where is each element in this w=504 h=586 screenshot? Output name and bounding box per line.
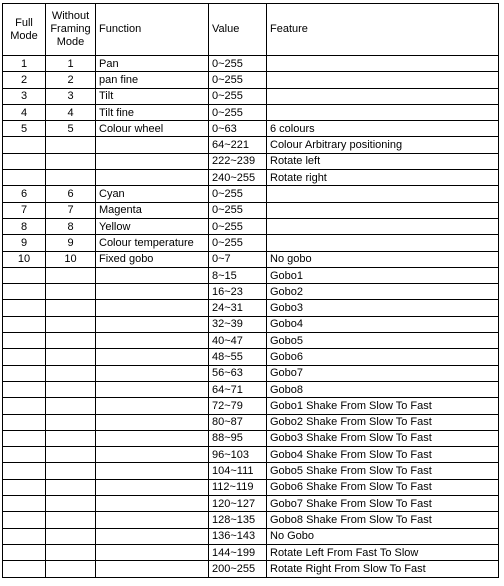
value-cell: 0~255 xyxy=(209,202,267,218)
value-cell: 32~39 xyxy=(209,316,267,332)
value-cell: 200~255 xyxy=(209,561,267,577)
value-cell: 0~63 xyxy=(209,121,267,137)
table-row xyxy=(3,365,499,381)
table-row xyxy=(3,316,499,332)
feature-cell: Gobo6 Shake From Slow To Fast xyxy=(267,479,499,495)
full-mode-cell xyxy=(3,153,46,169)
without-framing-cell xyxy=(46,365,96,381)
value-cell: 24~31 xyxy=(209,300,267,316)
full-mode-cell: 9 xyxy=(3,235,46,251)
table-row xyxy=(3,300,499,316)
function-cell: Pan xyxy=(96,56,209,72)
without-framing-cell xyxy=(46,284,96,300)
value-cell: 0~255 xyxy=(209,104,267,120)
full-mode-cell: 5 xyxy=(3,121,46,137)
table-row xyxy=(3,528,499,544)
value-cell: 64~71 xyxy=(209,381,267,397)
full-mode-cell xyxy=(3,381,46,397)
without-framing-cell xyxy=(46,414,96,430)
table-row xyxy=(3,88,499,104)
table-row xyxy=(3,333,499,349)
value-cell: 0~255 xyxy=(209,235,267,251)
function-cell xyxy=(96,300,209,316)
function-cell: Fixed gobo xyxy=(96,251,209,267)
table-row xyxy=(3,544,499,560)
function-cell xyxy=(96,544,209,560)
feature-cell xyxy=(267,88,499,104)
table-row xyxy=(3,72,499,88)
feature-cell: Gobo3 Shake From Slow To Fast xyxy=(267,430,499,446)
full-mode-cell xyxy=(3,447,46,463)
feature-cell: Gobo3 xyxy=(267,300,499,316)
feature-cell: 6 colours xyxy=(267,121,499,137)
full-mode-cell xyxy=(3,528,46,544)
function-cell: Cyan xyxy=(96,186,209,202)
without-framing-cell xyxy=(46,300,96,316)
without-framing-cell xyxy=(46,137,96,153)
feature-cell xyxy=(267,235,499,251)
header-value: Value xyxy=(209,4,267,56)
value-cell: 222~239 xyxy=(209,153,267,169)
function-cell: Yellow xyxy=(96,218,209,234)
feature-cell: Gobo7 xyxy=(267,365,499,381)
without-framing-cell xyxy=(46,479,96,495)
value-cell: 0~255 xyxy=(209,186,267,202)
value-cell: 0~255 xyxy=(209,72,267,88)
function-cell xyxy=(96,267,209,283)
full-mode-cell xyxy=(3,512,46,528)
feature-cell: Gobo1 xyxy=(267,267,499,283)
full-mode-cell: 3 xyxy=(3,88,46,104)
value-cell: 40~47 xyxy=(209,333,267,349)
function-cell xyxy=(96,447,209,463)
full-mode-cell xyxy=(3,284,46,300)
value-cell: 72~79 xyxy=(209,398,267,414)
full-mode-cell xyxy=(3,316,46,332)
without-framing-cell: 8 xyxy=(46,218,96,234)
without-framing-cell: 5 xyxy=(46,121,96,137)
function-cell xyxy=(96,349,209,365)
feature-cell: No Gobo xyxy=(267,528,499,544)
without-framing-cell: 3 xyxy=(46,88,96,104)
function-cell xyxy=(96,430,209,446)
without-framing-cell: 7 xyxy=(46,202,96,218)
full-mode-cell xyxy=(3,137,46,153)
function-cell: Tilt fine xyxy=(96,104,209,120)
table-row xyxy=(3,447,499,463)
without-framing-cell: 6 xyxy=(46,186,96,202)
value-cell: 136~143 xyxy=(209,528,267,544)
feature-cell: Gobo2 xyxy=(267,284,499,300)
header-function: Function xyxy=(96,4,209,56)
header-feature: Feature xyxy=(267,4,499,56)
table-row xyxy=(3,137,499,153)
function-cell: Magenta xyxy=(96,202,209,218)
table-row xyxy=(3,398,499,414)
value-cell: 0~255 xyxy=(209,88,267,104)
full-mode-cell xyxy=(3,267,46,283)
function-cell xyxy=(96,316,209,332)
function-cell xyxy=(96,153,209,169)
value-cell: 0~7 xyxy=(209,251,267,267)
without-framing-cell: 2 xyxy=(46,72,96,88)
value-cell: 64~221 xyxy=(209,137,267,153)
function-cell: pan fine xyxy=(96,72,209,88)
table-row xyxy=(3,170,499,186)
full-mode-cell: 1 xyxy=(3,56,46,72)
feature-cell: Colour Arbitrary positioning xyxy=(267,137,499,153)
feature-cell: Rotate Right From Slow To Fast xyxy=(267,561,499,577)
value-cell: 0~255 xyxy=(209,56,267,72)
without-framing-cell xyxy=(46,528,96,544)
full-mode-cell: 6 xyxy=(3,186,46,202)
full-mode-cell xyxy=(3,544,46,560)
without-framing-cell xyxy=(46,544,96,560)
feature-cell: Gobo5 Shake From Slow To Fast xyxy=(267,463,499,479)
value-cell: 56~63 xyxy=(209,365,267,381)
function-cell: Colour temperature xyxy=(96,235,209,251)
full-mode-cell xyxy=(3,479,46,495)
table-row xyxy=(3,235,499,251)
table-row xyxy=(3,251,499,267)
feature-cell: Rotate right xyxy=(267,170,499,186)
without-framing-cell xyxy=(46,496,96,512)
table-row xyxy=(3,512,499,528)
header-without-framing-mode: Without Framing Mode xyxy=(46,4,96,56)
function-cell xyxy=(96,381,209,397)
value-cell: 88~95 xyxy=(209,430,267,446)
without-framing-cell xyxy=(46,512,96,528)
full-mode-cell xyxy=(3,300,46,316)
feature-cell xyxy=(267,202,499,218)
without-framing-cell xyxy=(46,170,96,186)
feature-cell: Gobo8 xyxy=(267,381,499,397)
table-row xyxy=(3,267,499,283)
table-row xyxy=(3,430,499,446)
function-cell xyxy=(96,528,209,544)
value-cell: 96~103 xyxy=(209,447,267,463)
function-cell xyxy=(96,463,209,479)
table-row xyxy=(3,349,499,365)
value-cell: 120~127 xyxy=(209,496,267,512)
function-cell: Tilt xyxy=(96,88,209,104)
full-mode-cell: 8 xyxy=(3,218,46,234)
function-cell xyxy=(96,333,209,349)
table-row xyxy=(3,381,499,397)
value-cell: 104~111 xyxy=(209,463,267,479)
without-framing-cell xyxy=(46,349,96,365)
full-mode-cell: 7 xyxy=(3,202,46,218)
function-cell xyxy=(96,561,209,577)
value-cell: 0~255 xyxy=(209,218,267,234)
value-cell: 16~23 xyxy=(209,284,267,300)
function-cell xyxy=(96,284,209,300)
table-row xyxy=(3,56,499,72)
value-cell: 240~255 xyxy=(209,170,267,186)
feature-cell: Gobo5 xyxy=(267,333,499,349)
feature-cell: Rotate Left From Fast To Slow xyxy=(267,544,499,560)
feature-cell: Gobo8 Shake From Slow To Fast xyxy=(267,512,499,528)
full-mode-cell xyxy=(3,430,46,446)
feature-cell: Gobo1 Shake From Slow To Fast xyxy=(267,398,499,414)
full-mode-cell xyxy=(3,496,46,512)
feature-cell xyxy=(267,104,499,120)
full-mode-cell: 2 xyxy=(3,72,46,88)
function-cell xyxy=(96,170,209,186)
without-framing-cell: 10 xyxy=(46,251,96,267)
full-mode-cell: 10 xyxy=(3,251,46,267)
feature-cell xyxy=(267,72,499,88)
value-cell: 128~135 xyxy=(209,512,267,528)
table-row xyxy=(3,121,499,137)
table-row xyxy=(3,479,499,495)
full-mode-cell xyxy=(3,349,46,365)
header-full-mode: Full Mode xyxy=(3,4,46,56)
full-mode-cell: 4 xyxy=(3,104,46,120)
table-row xyxy=(3,153,499,169)
feature-cell xyxy=(267,218,499,234)
value-cell: 8~15 xyxy=(209,267,267,283)
feature-cell: Gobo4 xyxy=(267,316,499,332)
without-framing-cell xyxy=(46,316,96,332)
value-cell: 144~199 xyxy=(209,544,267,560)
value-cell: 80~87 xyxy=(209,414,267,430)
full-mode-cell xyxy=(3,561,46,577)
full-mode-cell xyxy=(3,398,46,414)
feature-cell: Gobo2 Shake From Slow To Fast xyxy=(267,414,499,430)
feature-cell: Gobo4 Shake From Slow To Fast xyxy=(267,447,499,463)
feature-cell: No gobo xyxy=(267,251,499,267)
feature-cell: Gobo6 xyxy=(267,349,499,365)
function-cell xyxy=(96,137,209,153)
function-cell xyxy=(96,365,209,381)
without-framing-cell xyxy=(46,398,96,414)
full-mode-cell xyxy=(3,170,46,186)
full-mode-cell xyxy=(3,365,46,381)
table-row xyxy=(3,496,499,512)
table-row xyxy=(3,186,499,202)
without-framing-cell xyxy=(46,430,96,446)
table-row xyxy=(3,561,499,577)
without-framing-cell xyxy=(46,381,96,397)
full-mode-cell xyxy=(3,463,46,479)
table-row xyxy=(3,218,499,234)
dmx-channel-table xyxy=(2,3,499,578)
header-row xyxy=(3,4,499,56)
full-mode-cell xyxy=(3,333,46,349)
without-framing-cell xyxy=(46,153,96,169)
without-framing-cell xyxy=(46,561,96,577)
table-body xyxy=(3,56,499,578)
without-framing-cell xyxy=(46,333,96,349)
function-cell xyxy=(96,512,209,528)
function-cell xyxy=(96,414,209,430)
without-framing-cell xyxy=(46,447,96,463)
function-cell xyxy=(96,496,209,512)
full-mode-cell xyxy=(3,414,46,430)
table-row xyxy=(3,414,499,430)
without-framing-cell xyxy=(46,463,96,479)
without-framing-cell: 1 xyxy=(46,56,96,72)
function-cell xyxy=(96,398,209,414)
feature-cell: Gobo7 Shake From Slow To Fast xyxy=(267,496,499,512)
without-framing-cell: 9 xyxy=(46,235,96,251)
function-cell xyxy=(96,479,209,495)
value-cell: 112~119 xyxy=(209,479,267,495)
function-cell: Colour wheel xyxy=(96,121,209,137)
table-row xyxy=(3,104,499,120)
table-row xyxy=(3,463,499,479)
table-row xyxy=(3,284,499,300)
without-framing-cell: 4 xyxy=(46,104,96,120)
feature-cell xyxy=(267,56,499,72)
feature-cell xyxy=(267,186,499,202)
without-framing-cell xyxy=(46,267,96,283)
feature-cell: Rotate left xyxy=(267,153,499,169)
value-cell: 48~55 xyxy=(209,349,267,365)
table-row xyxy=(3,202,499,218)
